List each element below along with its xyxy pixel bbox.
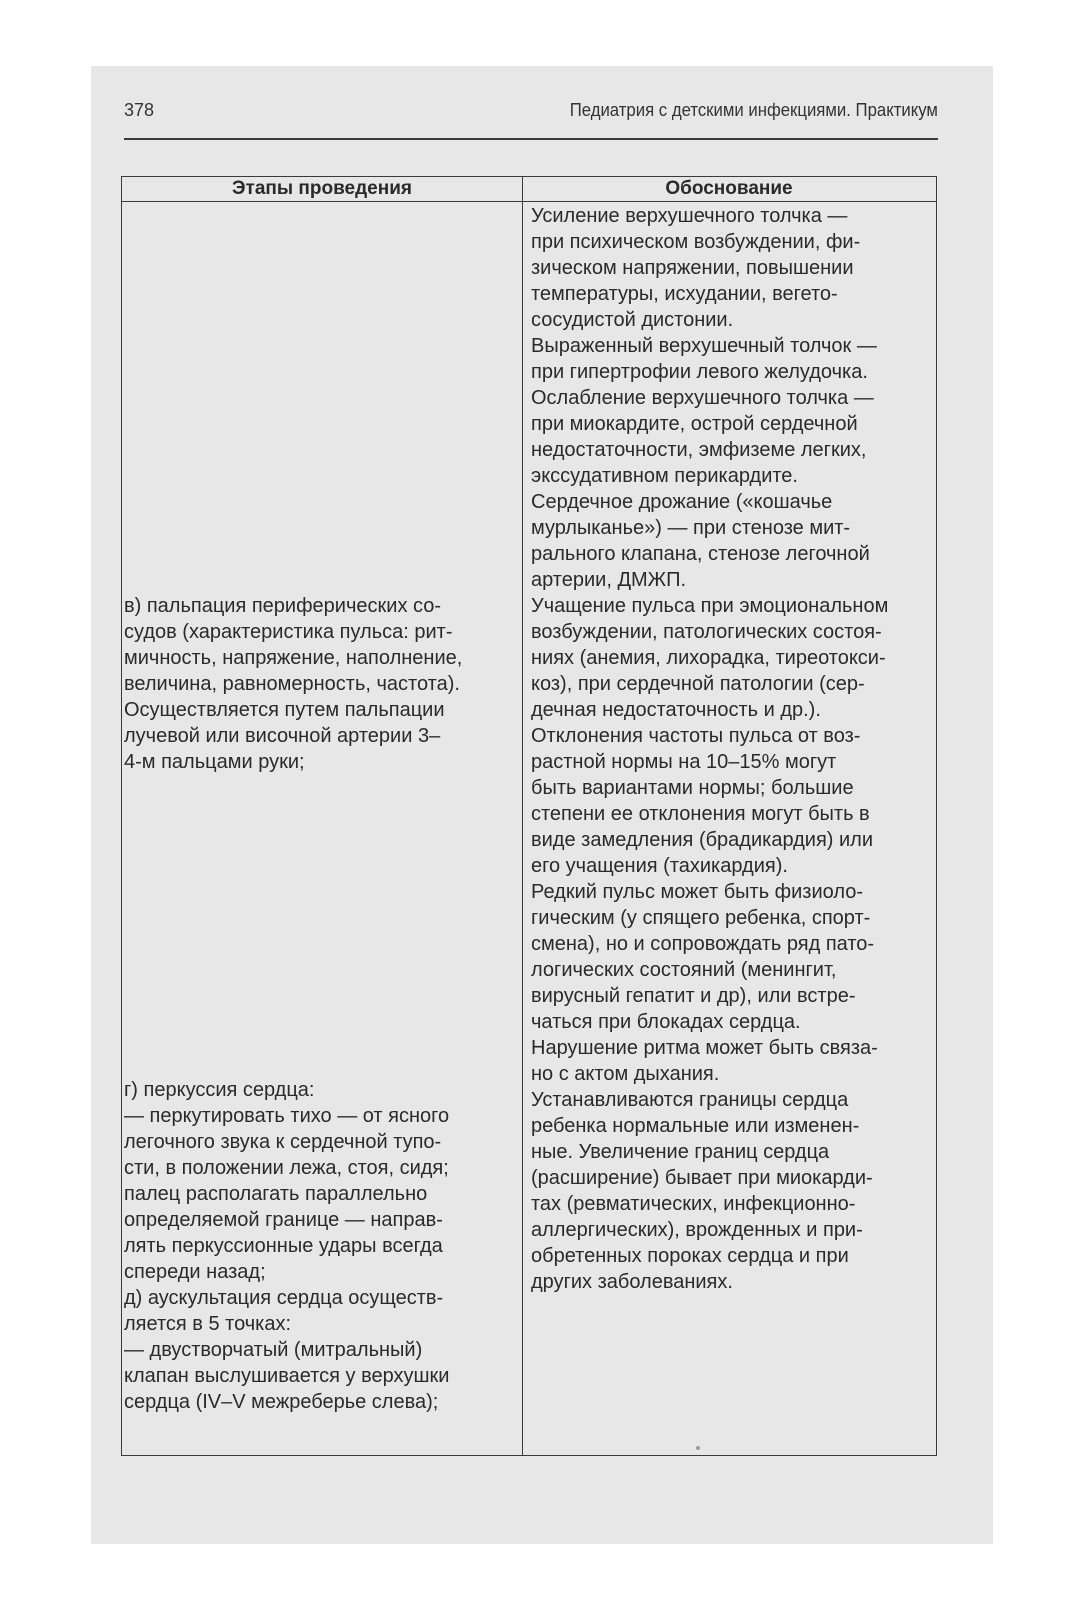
text-line: рального клапана, стенозе легочной <box>531 543 870 565</box>
text-line: величина, равномерность, частота). <box>124 673 460 695</box>
running-title: Педиатрия с детскими инфекциями. Практикум <box>569 100 938 120</box>
text-line: клапан выслушивается у верхушки <box>124 1365 450 1387</box>
text-line: определяемой границе — направ- <box>124 1209 443 1231</box>
text-line: возбуждении, патологических состоя- <box>531 621 882 643</box>
column-divider <box>522 177 523 1455</box>
text-line: Выраженный верхушечный толчок — <box>531 335 877 357</box>
text-line: мичность, напряжение, наполнение, <box>124 647 463 669</box>
text-line: тах (ревматических, инфекционно- <box>531 1193 856 1215</box>
stages-block-percussion <box>124 1077 449 1415</box>
text-line: аллергических), врожденных и при- <box>531 1219 863 1241</box>
text-line: коз), при сердечной патологии (сер- <box>531 673 865 695</box>
text-line: степени ее отклонения могут быть в <box>531 803 870 825</box>
table-header-row <box>122 177 936 202</box>
text-line: легочного звука к сердечной тупо- <box>124 1131 442 1153</box>
text-line: при гипертрофии левого желудочка. <box>531 361 868 383</box>
text-line: растной нормы на 10–15% могут <box>531 751 837 773</box>
text-line: 4-м пальцами руки; <box>124 751 305 773</box>
text-line: ребенка нормальные или изменен- <box>531 1115 860 1137</box>
text-line: сердца (IV–V межреберье слева); <box>124 1391 439 1413</box>
text-line: логических состояний (менингит, <box>531 959 837 981</box>
text-line: сосудистой дистонии. <box>531 309 734 331</box>
text-line: но с актом дыхания. <box>531 1063 720 1085</box>
text-line: Учащение пульса при эмоциональном <box>531 595 889 617</box>
text-line: быть вариантами нормы; большие <box>531 777 854 799</box>
text-line: — двустворчатый (митральный) <box>124 1339 423 1361</box>
text-line: его учащения (тахикардия). <box>531 855 788 877</box>
text-line: — перкутировать тихо — от ясного <box>124 1105 450 1127</box>
text-line: смена), но и сопровождать ряд пато- <box>531 933 875 955</box>
text-line: спереди назад; <box>124 1261 266 1283</box>
text-line: обретенных пороках сердца и при <box>531 1245 849 1267</box>
text-line: зическом напряжении, повышении <box>531 257 854 279</box>
text-line: сти, в положении лежа, стоя, сидя; <box>124 1157 449 1179</box>
text-line: недостаточности, эмфиземе легких, <box>531 439 867 461</box>
text-line: лять перкуссионные удары всегда <box>124 1235 443 1257</box>
text-line: чаться при блокадах сердца. <box>531 1011 801 1033</box>
text-line: вирусный гепатит и др), или встре- <box>531 985 856 1007</box>
stages-block-palpation <box>124 593 462 775</box>
text-line: Усиление верхушечного толчка — <box>531 205 848 227</box>
text-line: Отклонения частоты пульса от воз- <box>531 725 861 747</box>
text-line: Ослабление верхушечного толчка — <box>531 387 874 409</box>
text-line: других заболеваниях. <box>531 1271 733 1293</box>
text-line: артерии, ДМЖП. <box>531 569 687 591</box>
text-line: гическим (у спящего ребенка, спорт- <box>531 907 871 929</box>
text-line: палец располагать параллельно <box>124 1183 428 1205</box>
text-line: температуры, исхудании, вегето- <box>531 283 838 305</box>
text-line: Сердечное дрожание («кошачье <box>531 491 833 513</box>
column-header-stages: Этапы проведения <box>232 178 412 199</box>
text-line: в) пальпация периферических со- <box>124 595 442 617</box>
text-line: при психическом возбуждении, фи- <box>531 231 861 253</box>
text-line: ниях (анемия, лихорадка, тиреотокси- <box>531 647 886 669</box>
text-line: ные. Увеличение границ сердца <box>531 1141 830 1163</box>
text-line: экссудативном перикардите. <box>531 465 798 487</box>
text-line: г) перкуссия сердца: <box>124 1079 315 1101</box>
text-line: (расширение) бывает при миокарди- <box>531 1167 873 1189</box>
text-line: д) аускультация сердца осуществ- <box>124 1287 444 1309</box>
scan-speck <box>696 1446 700 1450</box>
rationale-column <box>531 203 888 1295</box>
procedure-table <box>121 176 937 1456</box>
text-line: судов (характеристика пульса: рит- <box>124 621 453 643</box>
column-header-rationale: Обоснование <box>665 178 793 199</box>
text-line: Редкий пульс может быть физиоло- <box>531 881 864 903</box>
text-line: Осуществляется путем пальпации <box>124 699 445 721</box>
page-number: 378 <box>124 100 155 120</box>
text-line: мурлыканье») — при стенозе мит- <box>531 517 851 539</box>
text-line: ляется в 5 точках: <box>124 1313 292 1335</box>
text-line: при миокардите, острой сердечной <box>531 413 858 435</box>
text-line: Нарушение ритма может быть связа- <box>531 1037 878 1059</box>
text-line: лучевой или височной артерии 3– <box>124 725 441 747</box>
text-line: дечная недостаточность и др.). <box>531 699 821 721</box>
text-line: виде замедления (брадикардия) или <box>531 829 874 851</box>
page-header <box>124 98 938 140</box>
text-line: Устанавливаются границы сердца <box>531 1089 849 1111</box>
